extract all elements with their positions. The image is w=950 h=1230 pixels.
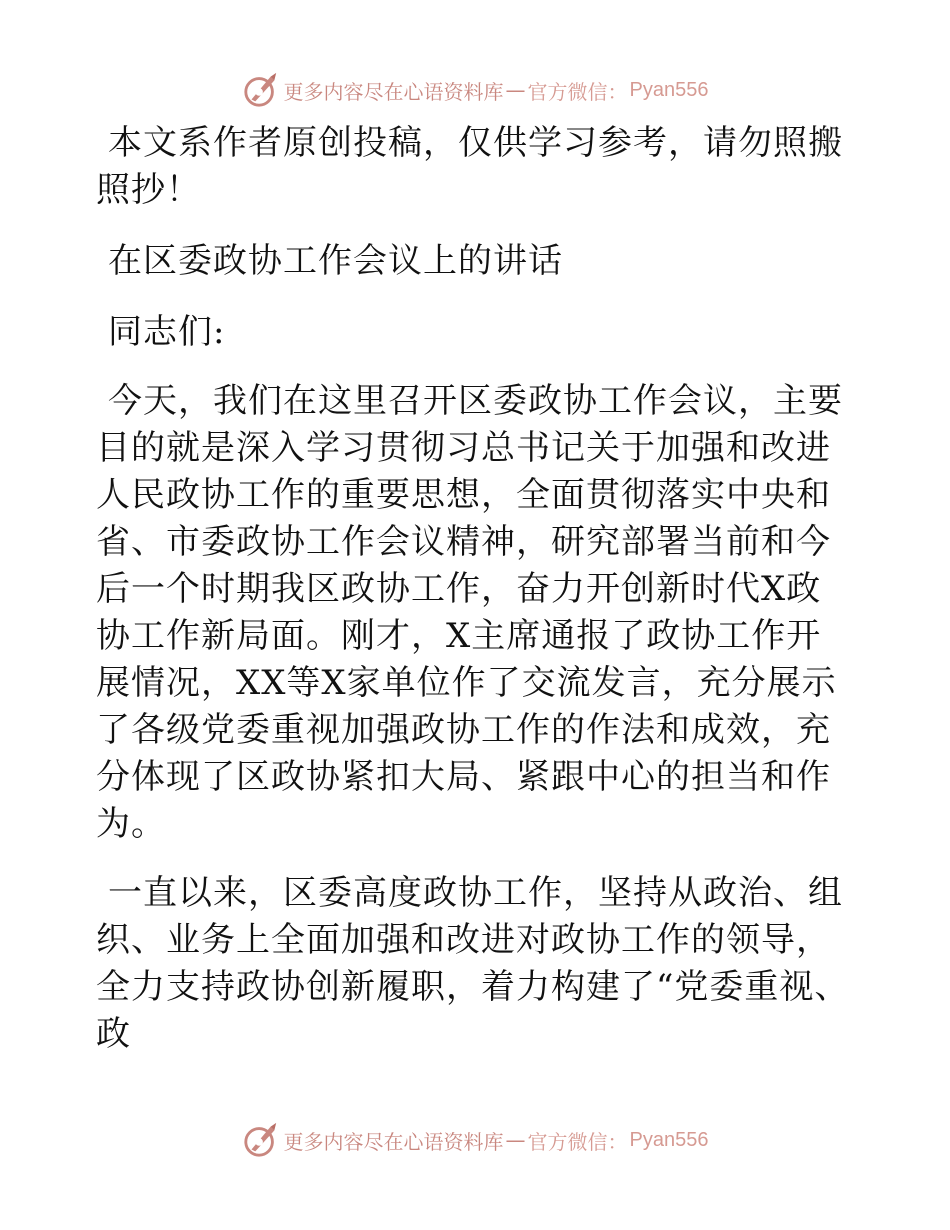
- watermark-site-text: 更多内容尽在心语资料库: [283, 79, 504, 104]
- document-title: 在区委政协工作会议上的讲话: [108, 241, 563, 281]
- body-paragraph-2: 一直以来，区委高度政协工作，坚持从政治、组织、业务上全面加强和改进对政协工作的领导，全力支持政协创新履职，着力构建了“党委重视、政: [96, 873, 850, 1054]
- watermark-label: 官方微信：: [527, 79, 628, 104]
- notice-paragraph: 本文系作者原创投稿，仅供学习参考，请勿照搬照抄！: [96, 123, 843, 210]
- watermark-account: Pyan556: [629, 1128, 709, 1151]
- watermark-site-text: 更多内容尽在心语资料库: [283, 1129, 504, 1154]
- quill-logo-icon: [242, 71, 280, 109]
- quill-logo-icon: [242, 1121, 280, 1159]
- watermark-account: Pyan556: [629, 78, 709, 101]
- watermark-dash: —: [505, 1128, 526, 1152]
- watermark-label: 官方微信：: [527, 1129, 628, 1154]
- salutation: 同志们:: [108, 312, 226, 352]
- header-watermark: [0, 70, 950, 110]
- document-body: [96, 120, 856, 1058]
- footer-watermark: [0, 1120, 950, 1160]
- watermark-dash: —: [505, 78, 526, 102]
- body-paragraph-1: 今天，我们在这里召开区委政协工作会议，主要目的就是深入学习贯彻习总书记关于加强和改进人民政协工作的重要思想，全面贯彻落实中央和省、市委政协工作会议精神，研究部署当前和今后一个时期我区政协工作，奋力开创新时代X政协工作新局面。刚才，X主席通报了政协工作开展情况，XX等X家单位作了交流发言，充分展示了各级党委重视加强政协工作的作法和成效，充分体现了区政协紧扣大局、紧跟中心的担当和作为。: [96, 381, 843, 844]
